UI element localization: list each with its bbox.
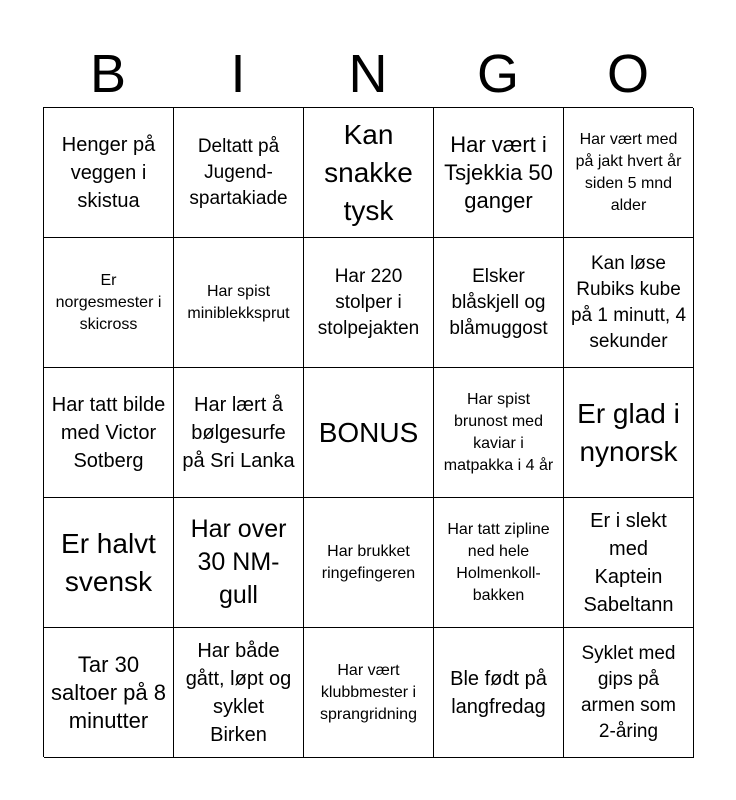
bingo-cell[interactable] — [434, 368, 564, 498]
bingo-cell-text: Har lært å bølgesurfe på Sri Lanka — [182, 393, 295, 472]
bingo-cell-text: Er i slekt med Kaptein Sabeltann — [583, 509, 674, 616]
title-letter-b: B — [89, 44, 127, 104]
bingo-cell-text: Kan snakke tysk — [324, 118, 413, 226]
bingo-cell[interactable] — [304, 628, 434, 758]
bingo-cell[interactable] — [564, 108, 694, 238]
bingo-cell[interactable] — [564, 238, 694, 368]
bingo-title — [43, 40, 693, 108]
bingo-cell-text: Har vært i Tsjekkia 50 ganger — [444, 131, 553, 213]
bingo-cell-text: Har 220 stolper i stolpejakten — [317, 265, 420, 339]
title-letter-n: N — [348, 44, 388, 104]
bingo-cell[interactable] — [44, 498, 174, 628]
bingo-cell[interactable] — [174, 498, 304, 628]
bingo-cell[interactable] — [44, 108, 174, 238]
bingo-cell-text: Har over 30 NM-gull — [190, 515, 287, 609]
bingo-cell-text: Deltatt på Jugend-spartakiade — [189, 135, 288, 209]
bingo-cell-text: Har tatt bilde med Victor Sotberg — [51, 393, 166, 472]
bingo-cell[interactable] — [304, 238, 434, 368]
bingo-cell[interactable] — [304, 368, 434, 498]
bingo-cell-text: Har spist brunost med kaviar i matpakka i 4 år — [443, 390, 554, 474]
bingo-cell[interactable] — [174, 238, 304, 368]
bingo-cell[interactable] — [304, 498, 434, 628]
bingo-cell-text: Er glad i nynorsk — [577, 397, 680, 467]
bingo-cell[interactable] — [434, 238, 564, 368]
bingo-cell-text: Har vært klubbmester i sprangridning — [320, 661, 417, 723]
bingo-cell[interactable] — [174, 628, 304, 758]
bingo-cell-text: BONUS — [318, 416, 419, 448]
bingo-cell-text: Elsker blåskjell og blåmuggost — [449, 265, 548, 339]
bingo-cell-text: Har brukket ringefingeren — [321, 542, 416, 582]
title-letter-g: G — [476, 44, 519, 104]
bingo-cell[interactable] — [44, 628, 174, 758]
bingo-cell-text: Har tatt zipline ned hele Holmenkoll-bakken — [447, 520, 550, 604]
bingo-cell[interactable] — [44, 238, 174, 368]
bingo-cell-text: Ble født på langfredag — [450, 667, 547, 718]
bingo-cell-text: Kan løse Rubiks kube på 1 minutt, 4 sekunder — [570, 252, 687, 352]
bingo-cell[interactable] — [434, 628, 564, 758]
bingo-cell-text: Har vært med på jakt hvert år siden 5 mnd alder — [575, 130, 682, 214]
bingo-cell-text: Tar 30 saltoer på 8 minutter — [51, 651, 166, 733]
bingo-cell-text: Har både gått, løpt og syklet Birken — [185, 639, 292, 746]
bingo-cell[interactable] — [564, 368, 694, 498]
bingo-cell-text: Er norgesmester i skicross — [55, 271, 162, 333]
bingo-cell[interactable] — [434, 498, 564, 628]
bingo-cell[interactable] — [564, 498, 694, 628]
bingo-cell[interactable] — [174, 108, 304, 238]
bingo-cell-text: Er halvt svensk — [61, 527, 156, 597]
bingo-cell[interactable] — [434, 108, 564, 238]
bingo-cell-text: Syklet med gips på armen som 2-åring — [580, 642, 677, 742]
bingo-grid — [43, 107, 693, 757]
bingo-cell-text: Har spist miniblekksprut — [187, 282, 290, 322]
bingo-cell-text: Henger på veggen i skistua — [61, 133, 156, 212]
title-letter-o: O — [606, 44, 649, 104]
bingo-cell[interactable] — [44, 368, 174, 498]
bingo-cell[interactable] — [174, 368, 304, 498]
bingo-cell[interactable] — [564, 628, 694, 758]
bingo-cell[interactable] — [304, 108, 434, 238]
title-letter-i: I — [230, 44, 246, 104]
